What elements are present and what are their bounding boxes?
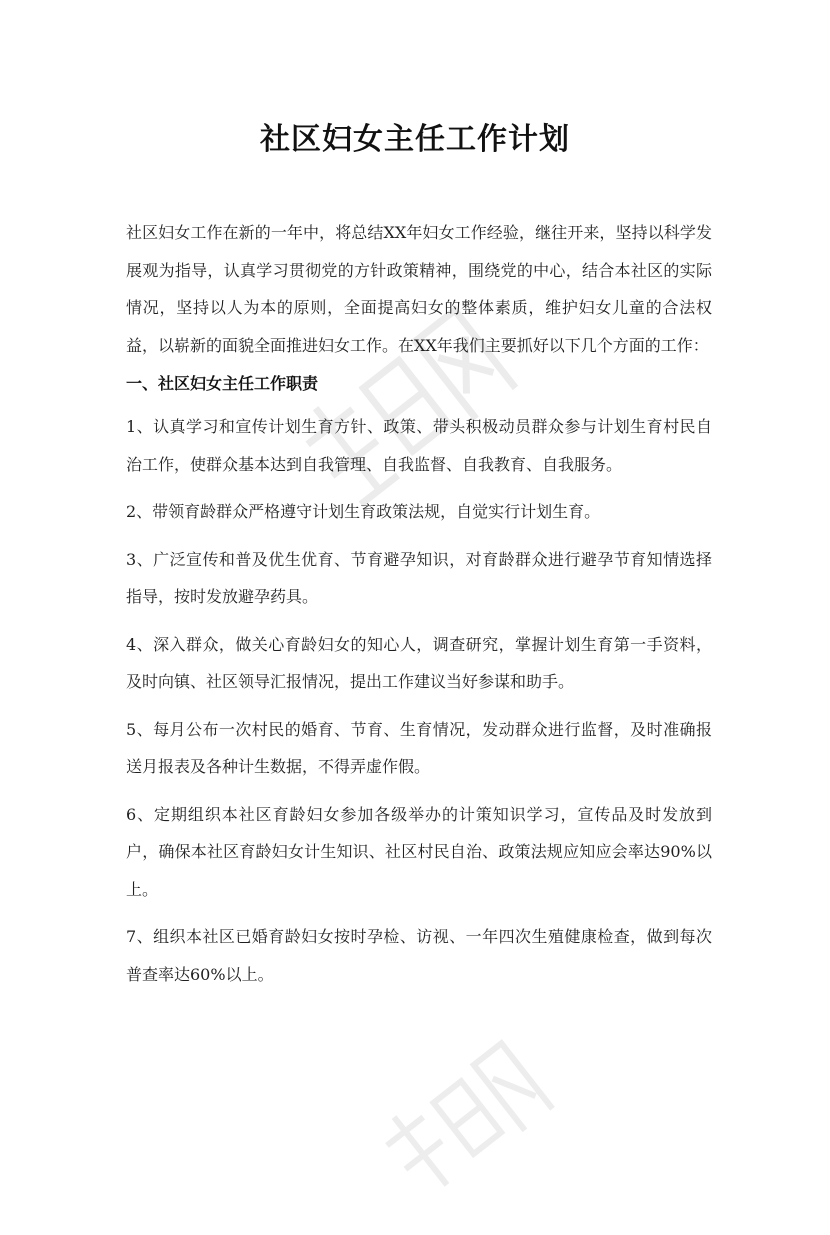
list-item: 3、广泛宣传和普及优生优育、节育避孕知识，对育龄群众进行避孕节育知情选择指导，按时发放避孕药具。 [126, 549, 712, 606]
page-title: 社区妇女主任工作计划 [260, 122, 570, 157]
list-item: 6、定期组织本社区育龄妇女参加各级举办的计策知识学习，宣传品及时发放到户，确保本社区育龄妇女计生知识、社区村民自治、政策法规应知应会率达90%以上。 [126, 804, 712, 899]
list-item: 1、认真学习和宣传计划生育方针、政策、带头积极动员群众参与计划生育村民自治工作，使群众基本达到自我管理、自我监督、自我教育、自我服务。 [126, 417, 712, 474]
intro-paragraph: 社区妇女工作在新的一年中，将总结XX年妇女工作经验，继往开来，坚持以科学发展观为指导，认真学习贯彻党的方针政策精神，围绕党的中心，结合本社区的实际情况，坚持以人为本的原则，全面提高妇女的整体素质，维护妇女儿童的合法权益，以崭新的面貌全面推进妇女工作。在XX年我们主要抓好以下几个方面的工作： [126, 223, 712, 355]
list-item: 4、深入群众，做关心育龄妇女的知心人，调查研究，掌握计划生育第一手资料，及时向镇、社区领导汇报情况，提出工作建议当好参谋和助手。 [126, 634, 712, 691]
document-body [126, 214, 712, 1003]
watermark-logo-icon-bottom [359, 1018, 581, 1231]
list-item: 7、组织本社区已婚育龄妇女按时孕检、访视、一年四次生殖健康检查，做到每次普查率达60%以上。 [126, 927, 712, 984]
section-heading: 一、社区妇女主任工作职责 [126, 374, 319, 393]
list-item: 5、每月公布一次村民的婚育、节育、生育情况，发动群众进行监督，及时准确报送月报表及各种计生数据，不得弄虚作假。 [126, 719, 712, 776]
list-item: 2、带领育龄群众严格遵守计划生育政策法规，自觉实行计划生育。 [126, 502, 601, 521]
